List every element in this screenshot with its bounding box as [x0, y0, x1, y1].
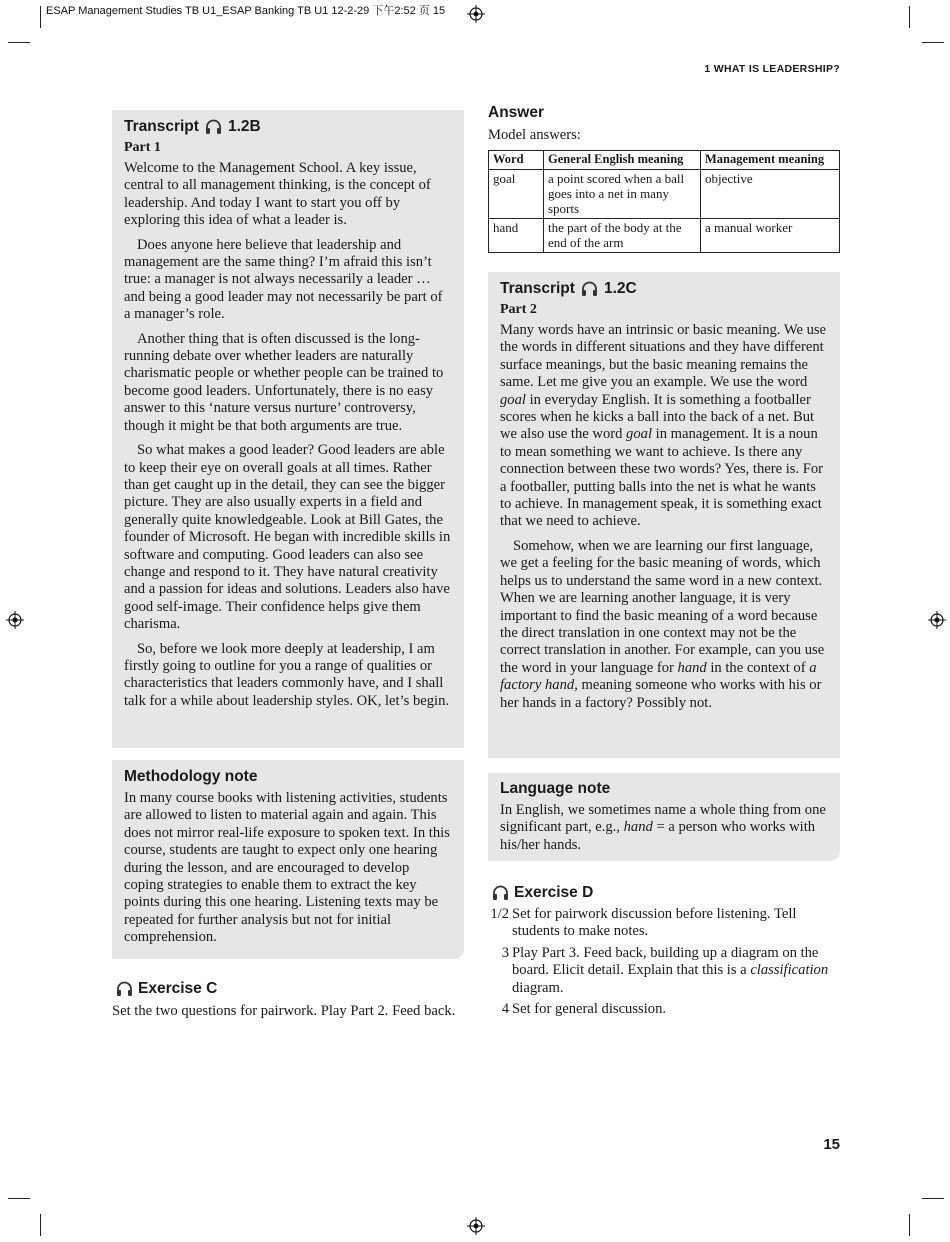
exercise-d-heading: [492, 884, 593, 902]
transcript-paragraph: Many words have an intrinsic or basic meaning. We use the words in different situations and they have different surface meanings, but the basic meaning remains the same. Let me give you an example. We use the word goal in everyday English. It is something a footballer scores when he kicks a ball into the back of a net. But we also use the word goal in management. It is a noun to mean something we want to achieve. Is there any connection between these two words? Yes, there is. For a footballer, putting balls into the net is what he wants to achieve. In management speak, it is something exact that we need to achieve.: [500, 322, 827, 530]
crop-mark: [909, 6, 910, 28]
column-header-word: Word: [489, 151, 544, 170]
table-row: [489, 170, 840, 219]
transcript-code: 1.2B: [227, 118, 261, 135]
headphones-icon: [116, 981, 133, 997]
page-number: 15: [823, 1136, 840, 1153]
headphones-icon: [205, 119, 222, 135]
step-text: Set for pairwork discussion before listening. Tell students to make notes.: [512, 906, 797, 940]
crop-mark: [909, 1214, 910, 1236]
running-head: 1 WHAT IS LEADERSHIP?: [704, 63, 840, 75]
table-cell: hand: [489, 219, 544, 253]
language-note-text: In English, we sometimes name a whole thing from one significant part, e.g., hand = a person who works with his/her hands.: [500, 802, 826, 853]
list-item: [488, 945, 840, 997]
transcript-1-2b-panel: [112, 110, 464, 748]
answer-table: [488, 150, 840, 253]
step-number: 4: [501, 1001, 509, 1018]
transcript-paragraph: Somehow, when we are learning our first language, we get a feeling for the basic meaning of words, which helps us to understand the same word in a new context. When we are learning another language, it is very important to find the basic meaning of a word because the direct translation in one context may not be the correct translation in another. For example, can you use the word in your language for hand in the context of a factory hand, meaning someone who works with his or her hands in a factory? Possibly not.: [500, 537, 825, 711]
exercise-c-title: Exercise C: [138, 980, 218, 997]
transcript-paragraph: So, before we look more deeply at leadership, I am firstly going to outline for you a range of qualities or characteristics that leaders commonly have, and I shall talk for a while about leadership styles. OK, let’s begin.: [124, 640, 450, 709]
print-slug: ESAP Management Studies TB U1_ESAP Banking TB U1 12-2-29 下午2:52 页 15: [46, 5, 446, 17]
part-label: Part 2: [500, 302, 537, 317]
crop-mark: [8, 1198, 30, 1199]
registration-mark-icon: [467, 5, 485, 23]
methodology-note-title: Methodology note: [124, 768, 258, 785]
transcript-paragraph: Does anyone here believe that leadership and management are the same thing? I’m afraid this isn’t true: a manager is not always necessarily a leader … and being a good leader may not necessarily be part of a manager’s role.: [124, 236, 443, 323]
step-number: 3: [501, 944, 509, 961]
column-header-management-meaning: Management meaning: [701, 151, 840, 170]
table-cell: the part of the body at the end of the arm: [544, 219, 701, 253]
crop-mark: [8, 42, 30, 43]
answer-intro: Model answers:: [488, 127, 581, 143]
exercise-c-heading: [116, 980, 217, 998]
transcript-label: Transcript: [124, 118, 199, 135]
transcript-paragraph: Another thing that is often discussed is the long-running debate over whether leaders are naturally charismatic people or whether people can be trained to become good leaders. Unfortunately, there is no easy answer to this ‘nature versus nurture’ controversy, though it might be that both arguments are true.: [124, 330, 444, 434]
headphones-icon: [492, 885, 509, 901]
step-text: Set for general discussion.: [512, 1001, 667, 1018]
registration-mark-icon: [928, 611, 946, 629]
exercise-d-steps: [488, 906, 840, 1022]
transcript-heading: [124, 118, 452, 136]
transcript-1-2c-panel: [488, 272, 840, 758]
transcript-paragraph: So what makes a good leader? Good leaders are able to keep their eye on overall goals at all times. Rather than get caught up in the detail, they can see the bigger picture. They are also usually experts in a field and generally quite knowledgeable. Look at Bill Gates, the founder of Microsoft. He began with incredible skills in software and computing. Good leaders can also see change and respond to it. They have natural creativity and a passion for ideas and solutions. Leaders also have good self-image. Their confidence helps give them charisma.: [124, 442, 451, 633]
registration-mark-icon: [467, 1217, 485, 1235]
part-label: Part 1: [124, 140, 161, 155]
step-text: Play Part 3. Feed back, building up a diagram on the board. Elicit detail. Explain that this is a classification diagram.: [512, 944, 829, 996]
language-note-panel: [488, 773, 840, 861]
table-header-row: [489, 151, 840, 170]
table-cell: a point scored when a ball goes into a net in many sports: [544, 170, 701, 219]
step-number: 1/2: [490, 906, 509, 922]
table-cell: a manual worker: [701, 219, 840, 253]
headphones-icon: [581, 281, 598, 297]
list-item: [488, 906, 840, 941]
transcript-paragraph: Welcome to the Management School. A key issue, central to all management thinking, is the concept of leadership. And today I want to start you off by exploring this idea of what a leader is.: [124, 160, 431, 229]
transcript-label: Transcript: [500, 280, 575, 297]
answer-heading: Answer: [488, 104, 544, 121]
table-cell: goal: [489, 170, 544, 219]
column-header-general-meaning: General English meaning: [544, 151, 701, 170]
crop-mark: [922, 1198, 944, 1199]
exercise-c-text: Set the two questions for pairwork. Play Part 2. Feed back.: [112, 1003, 456, 1019]
table-row: [489, 219, 840, 253]
methodology-note-panel: [112, 760, 464, 959]
crop-mark: [40, 1214, 41, 1236]
crop-mark: [40, 6, 41, 28]
registration-mark-icon: [6, 611, 24, 629]
exercise-d-title: Exercise D: [514, 884, 594, 901]
table-cell: objective: [701, 170, 840, 219]
transcript-heading: [500, 280, 828, 298]
transcript-code: 1.2C: [603, 280, 637, 297]
list-item: [488, 1001, 840, 1018]
methodology-note-text: In many course books with listening activities, students are allowed to listen to material again and again. This does not mirror real-life exposure to spoken text. In this course, students are taught to expect only one hearing during the lesson, and are encouraged to develop coping strategies to enable them to extract the key points during this one hearing. Listening texts may be repeated for further analysis but not for initial comprehension.: [124, 790, 450, 946]
crop-mark: [922, 42, 944, 43]
language-note-title: Language note: [500, 780, 611, 797]
